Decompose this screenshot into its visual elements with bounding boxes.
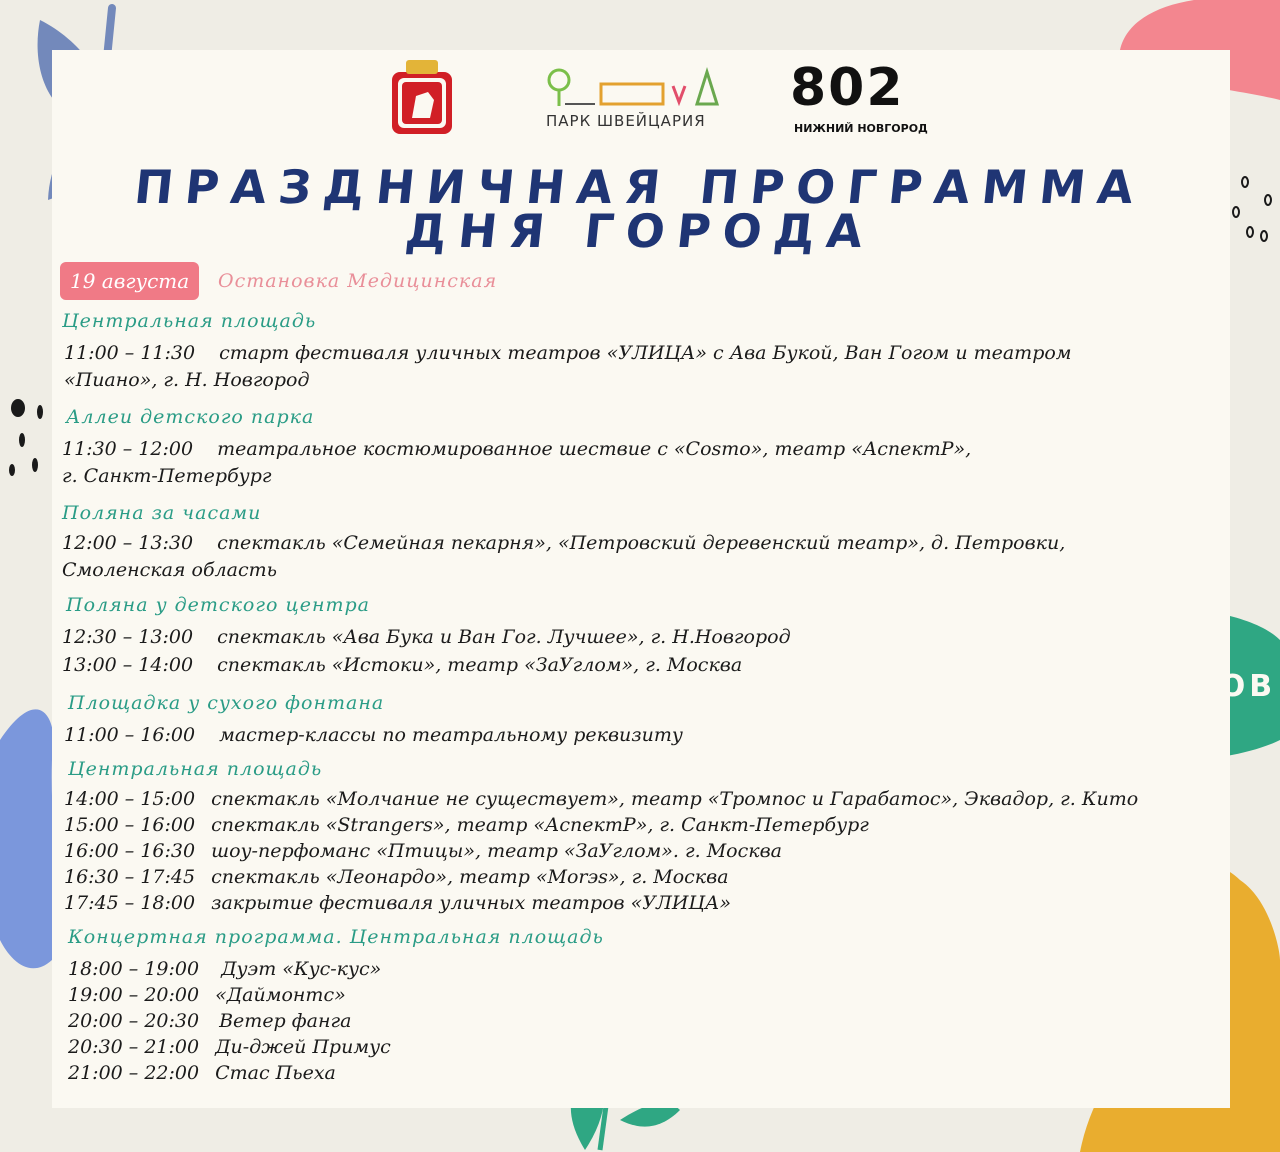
row-desc: мастер-классы по театральному реквизиту xyxy=(219,724,683,746)
row-desc: Стас Пьеха xyxy=(215,1062,336,1084)
section-title: Центральная площадь xyxy=(62,310,317,332)
row-time: 11:00 – 11:30 xyxy=(64,342,196,364)
park-logo-icon xyxy=(545,66,720,108)
row-time: 20:30 – 21:00 xyxy=(68,1036,200,1058)
row-time: 17:45 – 18:00 xyxy=(64,892,196,914)
row-continuation: г. Санкт-Петербург xyxy=(62,465,272,487)
section-title: Поляна у детского центра xyxy=(66,594,370,616)
schedule-row xyxy=(68,1034,391,1061)
schedule-row xyxy=(68,1060,336,1087)
row-desc: Дуэт «Кус-кус» xyxy=(221,958,382,980)
schedule-row xyxy=(62,652,742,679)
brand-city: НИЖНИЙ НОВГОРОД xyxy=(794,122,928,135)
date-stop: Остановка Медицинская xyxy=(218,270,498,292)
row-desc: театральное костюмированное шествие с «Cosmo», театр «АспектР», xyxy=(217,438,972,460)
row-desc: Ди-джей Примус xyxy=(215,1036,391,1058)
logos-row xyxy=(0,58,1280,138)
schedule-row xyxy=(68,1008,351,1035)
schedule-row xyxy=(64,340,1072,367)
row-desc: спектакль «Молчание не существует», театр «Тромпос и Гарабатос», Эквадор, г. Кито xyxy=(211,788,1139,810)
page-title-line-2: ДНЯ ГОРОДА xyxy=(402,204,878,258)
brand-802: 802 xyxy=(790,58,905,118)
row-time: 16:00 – 16:30 xyxy=(64,840,196,862)
row-continuation: Смоленская область xyxy=(62,559,277,581)
row-time: 12:30 – 13:00 xyxy=(62,626,194,648)
row-desc: спектакль «Истоки», театр «ЗаУглом», г. Москва xyxy=(217,654,743,676)
row-desc: спектакль «Семейная пекарня», «Петровский деревенский театр», д. Петровки, xyxy=(217,532,1066,554)
schedule-row xyxy=(64,864,729,891)
blue-blob xyxy=(0,709,55,968)
park-name: ПАРК ШВЕЙЦАРИЯ xyxy=(546,112,706,130)
row-time: 12:00 – 13:30 xyxy=(62,532,194,554)
row-desc: старт фестиваля уличных театров «УЛИЦА» с Ава Букой, Ван Гогом и театром xyxy=(219,342,1072,364)
row-time: 11:00 – 16:00 xyxy=(64,724,196,746)
schedule-row xyxy=(64,722,683,749)
row-desc: закрытие фестиваля уличных театров «УЛИЦА» xyxy=(211,892,732,914)
row-time: 19:00 – 20:00 xyxy=(68,984,200,1006)
row-desc: спектакль «Strangers», театр «АспектР», г. Санкт-Петербург xyxy=(211,814,869,836)
schedule-row xyxy=(64,890,731,917)
section-title: Центральная площадь xyxy=(68,758,323,780)
festival-line-2: УЛИЧНЫХ ТЕАТРОВ xyxy=(873,669,1277,704)
festival-line-1: ФЕСТИВАЛЬ xyxy=(951,631,1199,666)
row-time: 13:00 – 14:00 xyxy=(62,654,194,676)
row-desc: «Даймонтс» xyxy=(215,984,346,1006)
section-title: Поляна за часами xyxy=(62,502,262,524)
row-desc: Ветер фанга xyxy=(219,1010,352,1032)
row-continuation: «Пиано», г. Н. Новгород xyxy=(64,369,310,391)
schedule-row xyxy=(64,838,782,865)
schedule-row xyxy=(62,530,1065,557)
coat-of-arms-icon xyxy=(388,58,456,138)
row-time: 11:30 – 12:00 xyxy=(62,438,194,460)
schedule-row xyxy=(68,956,381,983)
section-title: Аллеи детского парка xyxy=(66,406,315,428)
section-title: Площадка у сухого фонтана xyxy=(68,692,385,714)
row-time: 18:00 – 19:00 xyxy=(68,958,200,980)
schedule-row xyxy=(64,786,1138,813)
row-desc: спектакль «Ава Бука и Ван Гог. Лучшее», г. Н.Новгород xyxy=(217,626,791,648)
festival-label xyxy=(870,630,1280,744)
date-badge: 19 августа xyxy=(60,262,199,300)
row-desc: спектакль «Леонардо», театр «Morэs», г. Москва xyxy=(211,866,729,888)
row-time: 16:30 – 17:45 xyxy=(64,866,196,888)
row-desc: шоу-перфоманс «Птицы», театр «ЗаУглом». г. Москва xyxy=(211,840,782,862)
page-title-line-1: ПРАЗДНИЧНАЯ ПРОГРАММА xyxy=(132,160,1148,214)
row-time: 20:00 – 20:30 xyxy=(68,1010,200,1032)
schedule-row xyxy=(64,812,869,839)
row-time: 14:00 – 15:00 xyxy=(64,788,196,810)
row-time: 21:00 – 22:00 xyxy=(68,1062,200,1084)
festival-line-3: «УЛИЦА» xyxy=(979,707,1171,742)
section-title: Концертная программа. Центральная площадь xyxy=(68,926,604,948)
schedule-row xyxy=(68,982,346,1009)
schedule-row xyxy=(62,436,971,463)
row-time: 15:00 – 16:00 xyxy=(64,814,196,836)
schedule-row xyxy=(62,624,791,651)
